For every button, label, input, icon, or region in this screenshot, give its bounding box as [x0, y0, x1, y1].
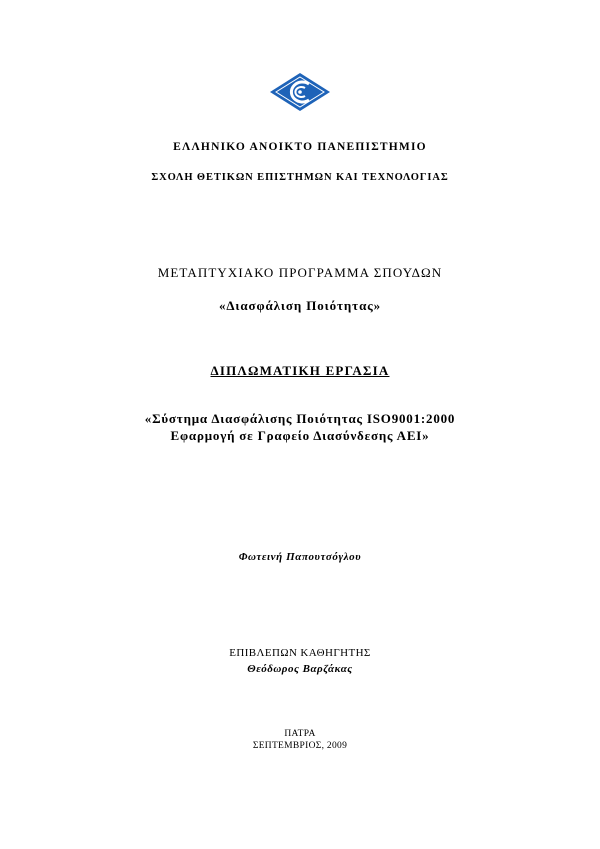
university-name: ΕΛΛΗΝΙΚΟ ΑΝΟΙΚΤΟ ΠΑΝΕΠΙΣΤΗΜΙΟ [173, 141, 427, 153]
thesis-title-line-2: Εφαρμογή σε Γραφείο Διασύνδεσης ΑΕΙ» [170, 428, 430, 443]
author-name: Φωτεινή Παπουτσόγλου [238, 551, 362, 563]
specialization: «Διασφάλιση Ποιότητας» [218, 298, 382, 313]
thesis-type-heading [0, 363, 600, 379]
thesis-title-line-1: «Σύστημα Διασφάλισης Ποιότητας ISO9001:2000 [144, 411, 456, 426]
supervisor-label: ΕΠΙΒΛΕΠΩΝ ΚΑΘΗΓΗΤΗΣ [229, 647, 371, 659]
supervisor-name: Θεόδωρος Βαρζάκας [247, 663, 353, 675]
university-logo [269, 72, 331, 112]
program-name: ΜΕΤΑΠΤΥΧΙΑΚΟ ΠΡΟΓΡΑΜΜΑ ΣΠΟΥΔΩΝ [157, 265, 443, 280]
school-name: ΣΧΟΛΗ ΘΕΤΙΚΩΝ ΕΠΙΣΤΗΜΩΝ ΚΑΙ ΤΕΧΝΟΛΟΓΙΑΣ [151, 172, 449, 183]
thesis-type-text: ΔΙΠΛΩΜΑΤΙΚΗ ΕΡΓΑΣΙΑ [210, 363, 390, 378]
city: ΠΑΤΡΑ [284, 729, 316, 739]
date: ΣΕΠΤΕΜΒΡΙΟΣ, 2009 [252, 741, 348, 751]
